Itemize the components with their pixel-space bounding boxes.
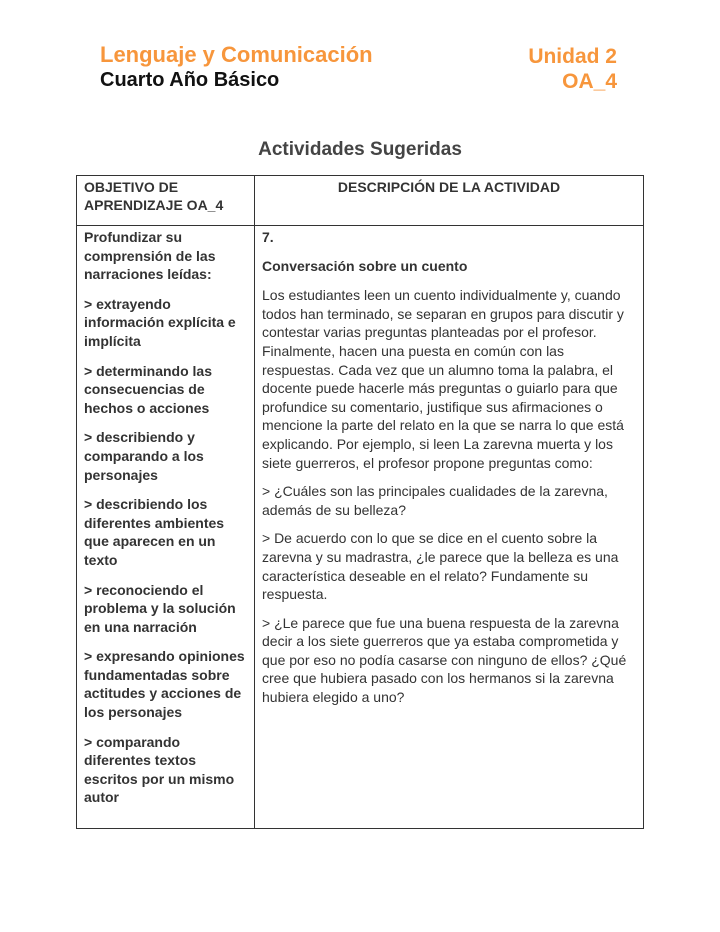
unit-label: Unidad 2	[528, 45, 617, 68]
activity-question: > De acuerdo con lo que se dice en el cuento sobre la zarevna y su madrastra, ¿le parece que la belleza es una característica deseable en el relato? Fundamente su respuesta.	[262, 530, 619, 603]
activities-table	[76, 175, 644, 829]
objective-item: > comparando diferentes textos escritos por un mismo autor	[84, 733, 235, 806]
description-cell	[255, 226, 644, 829]
header-objective: OBJETIVO DE APRENDIZAJE OA_4	[77, 176, 255, 226]
activity-description: Los estudiantes leen un cuento individualmente y, cuando todos han terminado, se separan en grupos para discutir y contestar varias preguntas planteadas por el profesor. Finalmente, hacen una puesta en común con las respuestas. Cada vez que un alumno toma la palabra, el docente puede hacerle más preguntas o guiarlo para que profundice su comentario, justifique sus afirmaciones o mencione la parte del relato en la que se narra lo que está explicando. Por ejemplo, si leen La zarevna muerta y los siete guerreros, el profesor propone preguntas como:	[262, 287, 624, 471]
objective-item: > determinando las consecuencias de hechos o acciones	[84, 362, 212, 416]
oa-label: OA_4	[562, 70, 617, 93]
header-description: DESCRIPCIÓN DE LA ACTIVIDAD	[255, 176, 644, 226]
table-header-row	[77, 176, 644, 226]
objective-item: > extrayendo información explícita e implícita	[84, 295, 236, 349]
activity-question: > ¿Cuáles son las principales cualidades de la zarevna, además de su belleza?	[262, 483, 608, 518]
grade-level: Cuarto Año Básico	[100, 69, 280, 91]
objective-item: > reconociendo el problema y la solución en una narración	[84, 581, 236, 635]
header-left	[100, 42, 373, 92]
activity-title: Conversación sobre un cuento	[262, 257, 468, 274]
objective-item: > expresando opiniones fundamentadas sobre actitudes y acciones de los personajes	[84, 648, 245, 721]
objective-cell	[77, 226, 255, 829]
objective-item: > describiendo los diferentes ambientes que aparecen en un texto	[84, 496, 225, 568]
section-title: Actividades Sugeridas	[258, 139, 462, 160]
objective-intro: Profundizar su comprensión de las narraciones leídas:	[84, 229, 216, 283]
table-row	[77, 226, 644, 829]
activity-question: > ¿Le parece que fue una buena respuesta de la zarevna decir a los siete guerreros que ya estaba comprometida y que por eso no podía casarse con ninguno de ellos? ¿Qué cree que hubiera pasado con los hermanos si la zarevna hubiera elegido a uno?	[262, 614, 627, 706]
subject-title: Lenguaje y Comunicación	[100, 42, 373, 67]
activity-number: 7.	[262, 229, 274, 245]
header-right	[528, 44, 617, 94]
objective-item: > describiendo y comparando a los personajes	[84, 429, 204, 483]
